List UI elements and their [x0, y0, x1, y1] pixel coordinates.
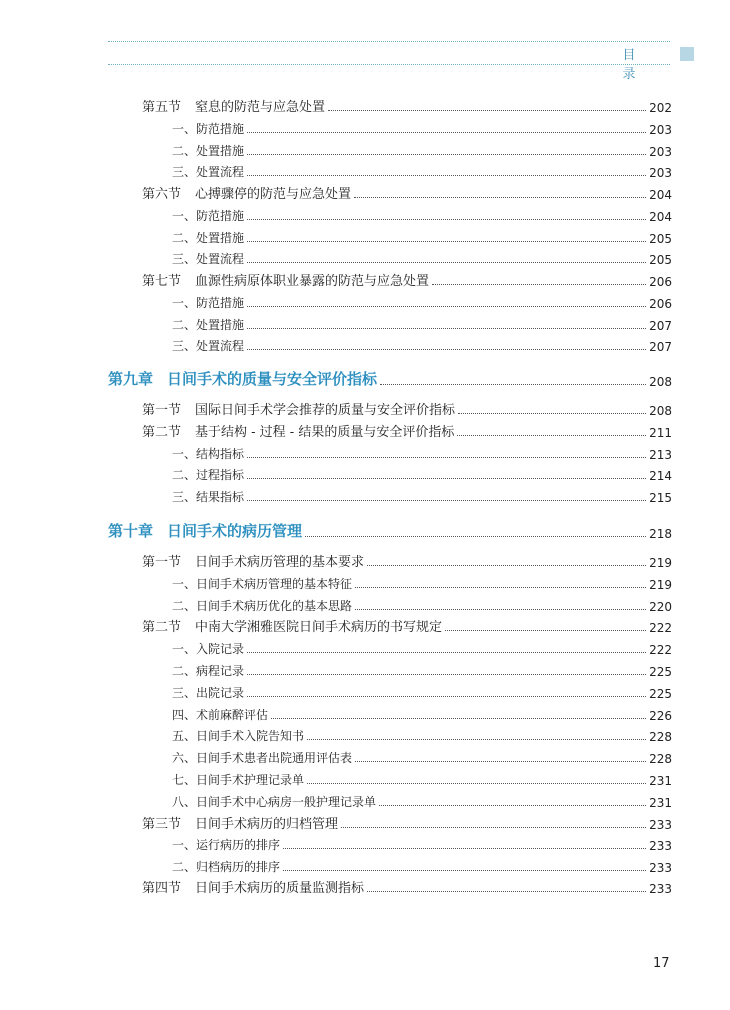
- toc-entry-title: 三、处置流程: [172, 252, 245, 266]
- toc-item-entry[interactable]: [172, 485, 672, 505]
- toc-leader-dots: [307, 739, 646, 740]
- toc-entry-label: [142, 877, 364, 896]
- toc-leader-dots: [367, 565, 646, 566]
- toc-item-entry[interactable]: [172, 463, 672, 483]
- toc-entry-title: 二、日间手术病历优化的基本思路: [172, 599, 353, 613]
- toc-entry-page: 205: [649, 232, 672, 246]
- toc-entry-number: 第六节: [142, 187, 182, 202]
- toc-chapter-entry[interactable]: [108, 365, 672, 389]
- toc-leader-dots: [247, 154, 646, 155]
- toc-entry-page: 204: [649, 188, 672, 202]
- toc-entry-page: 226: [649, 709, 672, 723]
- header-rule-top: [108, 41, 670, 42]
- toc-entry-title: 八、日间手术中心病房一般护理记录单: [172, 795, 377, 809]
- toc-entry-label: [142, 551, 364, 570]
- toc-entry-label: [172, 684, 244, 701]
- toc-entry-number: 第十章: [108, 522, 154, 540]
- toc-entry-title: 二、过程指标: [172, 468, 245, 482]
- toc-section-entry[interactable]: [142, 269, 672, 289]
- toc-section-entry[interactable]: [142, 615, 672, 635]
- toc-item-entry[interactable]: [172, 291, 672, 311]
- toc-entry-page: 225: [649, 687, 672, 701]
- toc-entry-label: [172, 597, 352, 614]
- toc-entry-title: 三、出院记录: [172, 686, 245, 700]
- toc-item-entry[interactable]: [172, 855, 672, 875]
- toc-entry-label: [172, 771, 304, 788]
- toc-item-entry[interactable]: [172, 790, 672, 810]
- toc-item-entry[interactable]: [172, 746, 672, 766]
- toc-entry-label: [172, 445, 244, 462]
- toc-entry-title: 七、日间手术护理记录单: [172, 773, 305, 787]
- toc-entry-label: [108, 368, 377, 389]
- toc-leader-dots: [247, 328, 646, 329]
- toc-leader-dots: [247, 241, 646, 242]
- toc-entry-page: 213: [649, 448, 672, 462]
- toc-entry-page: 214: [649, 469, 672, 483]
- toc-entry-label: [172, 488, 244, 505]
- page-number: 17: [653, 956, 670, 971]
- toc-entry-number: 第七节: [142, 274, 182, 289]
- toc-item-entry[interactable]: [172, 117, 672, 137]
- toc-item-entry[interactable]: [172, 768, 672, 788]
- toc-leader-dots: [247, 262, 646, 263]
- toc-entry-title: 血源性病原体职业暴露的防范与应急处置: [195, 274, 430, 289]
- toc-entry-title: 二、归档病历的排序: [172, 860, 281, 874]
- toc-leader-dots: [307, 783, 646, 784]
- toc-item-entry[interactable]: [172, 247, 672, 267]
- toc-entry-title: 五、日间手术入院告知书: [172, 729, 305, 743]
- toc-entry-label: [172, 337, 244, 354]
- toc-entry-page: 207: [649, 340, 672, 354]
- toc-leader-dots: [247, 132, 646, 133]
- toc-entry-label: [172, 316, 244, 333]
- toc-entry-page: 233: [649, 882, 672, 896]
- toc-entry-page: 211: [649, 426, 672, 440]
- toc-leader-dots: [355, 609, 646, 610]
- toc-entry-title: 一、结构指标: [172, 447, 245, 461]
- toc-entry-label: [142, 399, 455, 418]
- toc-entry-page: 222: [649, 643, 672, 657]
- toc-entry-page: 218: [649, 527, 672, 541]
- toc-entry-page: 203: [649, 145, 672, 159]
- toc-entry-title: 二、病程记录: [172, 664, 245, 678]
- toc-item-entry[interactable]: [172, 160, 672, 180]
- toc-leader-dots: [305, 536, 646, 537]
- toc-entry-title: 六、日间手术患者出院通用评估表: [172, 751, 353, 765]
- toc-leader-dots: [354, 197, 646, 198]
- toc-item-entry[interactable]: [172, 572, 672, 592]
- toc-leader-dots: [355, 587, 646, 588]
- toc-entry-page: 231: [649, 774, 672, 788]
- toc-item-entry[interactable]: [172, 659, 672, 679]
- toc-entry-page: 231: [649, 796, 672, 810]
- toc-entry-page: 233: [649, 839, 672, 853]
- toc-entry-title: 日间手术的质量与安全评价指标: [167, 370, 378, 388]
- toc-leader-dots: [247, 349, 646, 350]
- toc-item-entry[interactable]: [172, 139, 672, 159]
- toc-entry-label: [172, 662, 244, 679]
- toc-entry-title: 国际日间手术学会推荐的质量与安全评价指标: [195, 403, 456, 418]
- toc-entry-page: 202: [649, 101, 672, 115]
- toc-entry-label: [142, 96, 325, 115]
- toc-item-entry[interactable]: [172, 226, 672, 246]
- toc-leader-dots: [283, 870, 646, 871]
- toc-entry-title: 心搏骤停的防范与应急处置: [195, 187, 352, 202]
- toc-section-entry[interactable]: [142, 182, 672, 202]
- toc-entry-page: 206: [649, 275, 672, 289]
- toc-entry-number: 第一节: [142, 403, 182, 418]
- toc-entry-page: 219: [649, 578, 672, 592]
- toc-section-entry[interactable]: [142, 95, 672, 115]
- toc-entry-page: 222: [649, 621, 672, 635]
- toc-leader-dots: [432, 284, 646, 285]
- toc-entry-label: [172, 858, 280, 875]
- toc-entry-page: 204: [649, 210, 672, 224]
- toc-chapter-entry[interactable]: [108, 517, 672, 541]
- toc-item-entry[interactable]: [172, 442, 672, 462]
- toc-entry-title: 基于结构 - 过程 - 结果的质量与安全评价指标: [195, 425, 455, 440]
- toc-entry-label: [172, 640, 244, 657]
- header-title: 目 录: [622, 48, 650, 82]
- toc-leader-dots: [355, 761, 646, 762]
- toc-entry-title: 日间手术的病历管理: [167, 522, 303, 540]
- toc-entry-number: 第五节: [142, 100, 182, 115]
- toc-entry-label: [172, 749, 352, 766]
- toc-entry-label: [142, 183, 351, 202]
- toc-entry-title: 一、日间手术病历管理的基本特征: [172, 577, 353, 591]
- toc-entry-number: 第二节: [142, 425, 182, 440]
- toc-entry-number: 第二节: [142, 620, 182, 635]
- toc-entry-label: [172, 120, 244, 137]
- toc-leader-dots: [380, 384, 646, 385]
- toc-entry-number: 第一节: [142, 555, 182, 570]
- toc-entry-label: [142, 270, 429, 289]
- toc-leader-dots: [328, 110, 646, 111]
- toc-entry-title: 一、防范措施: [172, 122, 245, 136]
- toc-entry-page: 205: [649, 253, 672, 267]
- toc-entry-page: 203: [649, 166, 672, 180]
- toc-entry-label: [172, 793, 376, 810]
- toc-entry-label: [172, 706, 268, 723]
- toc-entry-label: [172, 836, 280, 853]
- toc-leader-dots: [247, 478, 646, 479]
- toc-entry-label: [172, 163, 244, 180]
- toc-item-entry[interactable]: [172, 703, 672, 723]
- toc-entry-page: 207: [649, 319, 672, 333]
- toc-entry-page: 233: [649, 861, 672, 875]
- toc-entry-label: [172, 142, 244, 159]
- toc-leader-dots: [247, 674, 646, 675]
- toc-entry-title: 日间手术病历的质量监测指标: [195, 881, 365, 896]
- toc-section-entry[interactable]: [142, 812, 672, 832]
- toc-entry-page: 228: [649, 752, 672, 766]
- toc-leader-dots: [247, 500, 646, 501]
- toc-leader-dots: [271, 718, 646, 719]
- toc-entry-title: 一、防范措施: [172, 209, 245, 223]
- toc-section-entry[interactable]: [142, 550, 672, 570]
- toc-entry-title: 二、处置措施: [172, 144, 245, 158]
- toc-entry-page: 206: [649, 297, 672, 311]
- toc-leader-dots: [247, 457, 646, 458]
- toc-entry-number: 第四节: [142, 881, 182, 896]
- header-square-mark: [680, 47, 694, 61]
- toc-entry-title: 二、处置措施: [172, 318, 245, 332]
- toc-entry-page: 228: [649, 730, 672, 744]
- toc-entry-page: 215: [649, 491, 672, 505]
- toc-entry-title: 二、处置措施: [172, 231, 245, 245]
- toc-entry-page: 219: [649, 556, 672, 570]
- toc-entry-label: [172, 727, 304, 744]
- toc-entry-number: 第九章: [108, 370, 154, 388]
- toc-item-entry[interactable]: [172, 334, 672, 354]
- toc-leader-dots: [341, 827, 646, 828]
- toc-entry-title: 中南大学湘雅医院日间手术病历的书写规定: [195, 620, 443, 635]
- toc-entry-title: 一、防范措施: [172, 296, 245, 310]
- toc-entry-title: 一、运行病历的排序: [172, 838, 281, 852]
- toc-entry-page: 225: [649, 665, 672, 679]
- toc-entry-label: [142, 813, 338, 832]
- toc-leader-dots: [283, 848, 646, 849]
- toc-entry-label: [172, 294, 244, 311]
- toc-entry-label: [172, 229, 244, 246]
- toc-item-entry[interactable]: [172, 313, 672, 333]
- toc-section-entry[interactable]: [142, 876, 672, 896]
- toc-leader-dots: [247, 652, 646, 653]
- toc-entry-page: 208: [649, 404, 672, 418]
- toc-entry-page: 220: [649, 600, 672, 614]
- toc-entry-label: [142, 421, 454, 440]
- toc-entry-title: 四、术前麻醉评估: [172, 708, 269, 722]
- toc-leader-dots: [247, 696, 646, 697]
- toc-item-entry[interactable]: [172, 833, 672, 853]
- toc-entry-title: 三、处置流程: [172, 165, 245, 179]
- toc-entry-label: [172, 207, 244, 224]
- toc-entry-title: 日间手术病历管理的基本要求: [195, 555, 365, 570]
- header-rule-bottom: [108, 64, 670, 65]
- toc-leader-dots: [379, 805, 646, 806]
- toc-leader-dots: [247, 219, 646, 220]
- toc-entry-page: 233: [649, 818, 672, 832]
- toc-item-entry[interactable]: [172, 724, 672, 744]
- toc-leader-dots: [367, 891, 646, 892]
- toc-entry-label: [108, 520, 302, 541]
- toc-entry-label: [142, 616, 442, 635]
- toc-entry-title: 三、处置流程: [172, 339, 245, 353]
- toc-leader-dots: [247, 306, 646, 307]
- toc-entry-title: 窒息的防范与应急处置: [195, 100, 326, 115]
- toc-entry-number: 第三节: [142, 817, 182, 832]
- toc-leader-dots: [247, 175, 646, 176]
- toc-entry-title: 日间手术病历的归档管理: [195, 817, 339, 832]
- toc-leader-dots: [457, 435, 646, 436]
- toc-entry-label: [172, 575, 352, 592]
- toc-item-entry[interactable]: [172, 204, 672, 224]
- toc-entry-page: 203: [649, 123, 672, 137]
- toc-leader-dots: [445, 630, 646, 631]
- toc-item-entry[interactable]: [172, 637, 672, 657]
- toc-section-entry[interactable]: [142, 420, 672, 440]
- toc-item-entry[interactable]: [172, 594, 672, 614]
- toc-entry-page: 208: [649, 375, 672, 389]
- toc-entry-title: 三、结果指标: [172, 490, 245, 504]
- toc-leader-dots: [458, 413, 646, 414]
- toc-entry-label: [172, 466, 244, 483]
- toc-entry-label: [172, 250, 244, 267]
- toc-item-entry[interactable]: [172, 681, 672, 701]
- toc-entry-title: 一、入院记录: [172, 642, 245, 656]
- toc-section-entry[interactable]: [142, 398, 672, 418]
